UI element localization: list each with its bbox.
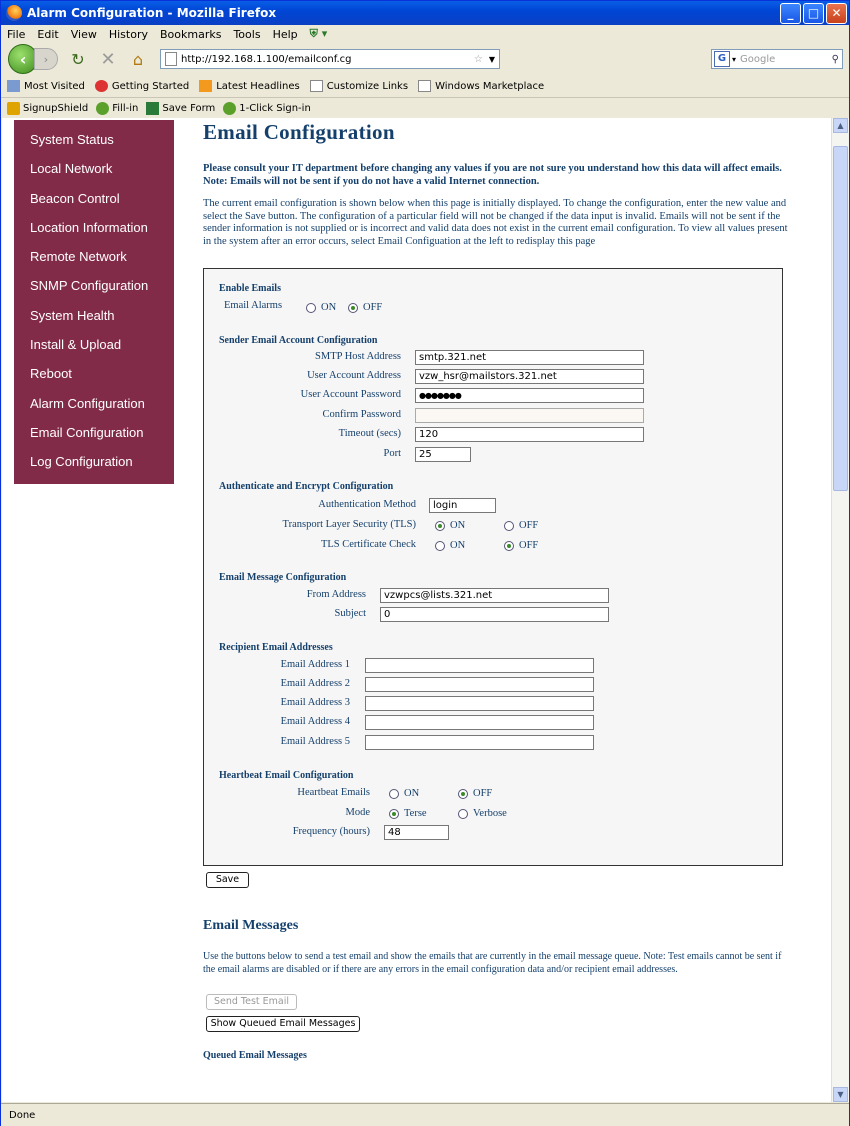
sidebar-item-snmp-configuration[interactable]: SNMP Configuration (30, 278, 149, 294)
auth-method-input[interactable]: login (429, 498, 496, 513)
email-alarms-label: Email Alarms (224, 300, 283, 311)
google-icon[interactable]: G (714, 51, 730, 67)
password-label: User Account Password (300, 389, 401, 400)
radio-circle (504, 521, 514, 531)
bookmark-getting-started[interactable] (95, 80, 189, 92)
bookmark-windows-marketplace[interactable] (418, 80, 544, 92)
toolbar-label: Save Form (162, 102, 216, 114)
search-box[interactable] (711, 49, 843, 69)
fill-in-button[interactable] (96, 102, 138, 115)
section-heading-sender: Sender Email Account Configuration (219, 335, 378, 346)
radio-label: ON (404, 788, 420, 799)
radio-circle (504, 541, 514, 551)
menu-file[interactable]: File (7, 27, 26, 41)
email-messages-heading: Email Messages (203, 918, 299, 933)
email-address-5-label: Email Address 5 (280, 736, 350, 747)
bookmark-label: Windows Marketplace (435, 80, 545, 92)
subject-label: Subject (334, 608, 366, 619)
menu-view[interactable]: View (70, 27, 97, 41)
page-icon (165, 52, 177, 66)
show-queued-messages-button[interactable]: Show Queued Email Messages (206, 1016, 360, 1032)
heartbeat-on-radio[interactable] (389, 788, 419, 799)
addon-toolbar (1, 97, 849, 118)
tls-label: Transport Layer Security (TLS) (282, 519, 416, 530)
sidebar-item-remote-network[interactable]: Remote Network (30, 249, 127, 265)
radio-label: Terse (404, 808, 427, 819)
sidebar-item-location-information[interactable]: Location Information (30, 219, 148, 235)
toolbar-label: SignupShield (23, 102, 89, 114)
status-bar (1, 1103, 849, 1126)
bookmark-label: Most Visited (24, 80, 85, 92)
bookmark-label: Latest Headlines (216, 80, 300, 92)
page-content (2, 118, 831, 1102)
queued-messages-heading: Queued Email Messages (203, 1050, 307, 1061)
tls-on-radio[interactable] (435, 520, 465, 531)
menu-history[interactable]: History (108, 27, 148, 41)
heartbeat-off-radio[interactable] (458, 788, 492, 799)
confirm-password-input[interactable] (415, 408, 644, 423)
forward-button[interactable]: › (34, 48, 58, 70)
hand-icon (96, 102, 109, 115)
status-text: Done (9, 1109, 36, 1121)
section-heading-auth: Authenticate and Encrypt Configuration (219, 481, 394, 492)
sidebar-item-email-configuration[interactable]: Email Configuration (30, 424, 144, 440)
mode-label: Mode (345, 807, 370, 818)
radio-label: ON (321, 302, 337, 313)
reload-icon[interactable]: ↻ (71, 49, 85, 69)
email-address-5-input[interactable] (365, 735, 594, 750)
navigation-toolbar (1, 43, 849, 75)
minimize-button[interactable]: _ (780, 3, 801, 24)
main-panel (203, 118, 803, 1061)
auth-method-label: Authentication Method (318, 499, 416, 510)
sidebar-item-system-health[interactable]: System Health (30, 307, 115, 323)
bookmarks-toolbar (1, 77, 849, 95)
radio-circle (458, 809, 468, 819)
email-messages-text: Use the buttons below to send a test email and show the emails that are currently in the email message queue. Note: Test emails cannot be sent if the email alarms are disabled or if there are any errors in the email configuration data and/or recipient email addresses. (203, 951, 782, 975)
radio-label: OFF (363, 302, 383, 313)
frequency-label: Frequency (hours) (292, 826, 370, 837)
star-icon[interactable]: ☆ (473, 53, 483, 65)
menu-bar (1, 25, 849, 43)
warning-text: Please consult your IT department before changing any values if you are not sure you understand how this data will affect emails. Note: Emails will not be sent if you do not have a valid Internet connection. (203, 163, 782, 187)
hand-icon (223, 102, 236, 115)
email-alarms-off-radio[interactable] (348, 302, 382, 313)
email-address-3-input[interactable] (365, 696, 594, 711)
page-title: Email Configuration (203, 120, 395, 144)
tls-cert-on-radio[interactable] (435, 540, 465, 551)
radio-label: Verbose (473, 808, 507, 819)
toolbar-label: Fill-in (112, 102, 139, 114)
scroll-thumb[interactable] (833, 146, 848, 491)
stop-icon[interactable]: ✕ (100, 48, 116, 70)
save-icon (146, 102, 159, 115)
firefox-icon (6, 5, 22, 21)
close-button[interactable]: ✕ (826, 3, 847, 24)
scroll-down-icon[interactable]: ▼ (833, 1087, 848, 1102)
intro-text: The current email configuration is shown below when this page is initially displayed. To change the configuration, enter the new value and select the Save button. The configuration of a particular field will not be changed if the data input is invalid. Emails will not be sent if the sender information is not supplied or is incorrect and valid data does not exist in the current email configuration. To view all values present in the system after an error occurs, select Email Configuation at the left to redisplay this page (203, 198, 788, 247)
send-test-email-button[interactable]: Send Test Email (206, 994, 297, 1010)
url-text[interactable]: http://192.168.1.100/emailconf.cg (181, 53, 352, 65)
email-config-form (203, 268, 783, 866)
heartbeat-emails-label: Heartbeat Emails (297, 787, 370, 798)
port-label: Port (383, 448, 401, 459)
shield-icon[interactable]: ⛨ ▾ (309, 27, 328, 40)
firefox-bookmark-icon (95, 80, 108, 92)
email-address-1-input[interactable] (365, 658, 594, 673)
one-click-sign-in-button[interactable] (223, 102, 311, 115)
sidebar-item-local-network[interactable]: Local Network (30, 161, 113, 177)
radio-label: OFF (519, 540, 539, 551)
subject-input[interactable]: 0 (380, 607, 609, 622)
vertical-scrollbar[interactable] (831, 118, 849, 1102)
radio-label: OFF (473, 788, 493, 799)
radio-circle (389, 809, 399, 819)
bookmark-label: Customize Links (326, 80, 409, 92)
timeout-label: Timeout (secs) (338, 428, 401, 439)
user-account-label: User Account Address (307, 370, 401, 381)
email-address-4-label: Email Address 4 (280, 716, 350, 727)
sidebar-item-log-configuration[interactable]: Log Configuration (30, 454, 133, 470)
bookmark-customize-links[interactable] (310, 80, 408, 92)
save-form-button[interactable] (146, 102, 215, 115)
smtp-host-label: SMTP Host Address (315, 351, 401, 362)
radio-circle (306, 303, 316, 313)
user-account-input[interactable]: vzw_hsr@mailstors.321.net (415, 369, 644, 384)
save-button[interactable]: Save (206, 872, 249, 888)
radio-circle (435, 521, 445, 531)
menu-tools[interactable]: Tools (233, 27, 261, 41)
smtp-host-input[interactable]: smtp.321.net (415, 350, 644, 365)
scroll-up-icon[interactable]: ▲ (833, 118, 848, 133)
url-dropdown-icon[interactable]: ▼ (488, 54, 495, 64)
home-icon[interactable]: ⌂ (132, 49, 144, 69)
search-input[interactable]: Google (740, 53, 776, 65)
radio-label: ON (450, 540, 466, 551)
sidebar-nav (14, 120, 174, 484)
section-heading-recipients: Recipient Email Addresses (219, 642, 333, 653)
confirm-password-label: Confirm Password (322, 409, 401, 420)
tls-cert-off-radio[interactable] (504, 540, 538, 551)
mode-verbose-radio[interactable] (458, 808, 507, 819)
sidebar-item-alarm-configuration[interactable]: Alarm Configuration (30, 395, 145, 411)
email-address-2-input[interactable] (365, 677, 594, 692)
maximize-button[interactable]: □ (803, 3, 824, 24)
radio-circle (458, 789, 468, 799)
bookmark-latest-headlines[interactable] (199, 80, 300, 92)
tls-cert-label: TLS Certificate Check (320, 539, 416, 550)
email-address-2-label: Email Address 2 (280, 678, 350, 689)
back-button[interactable]: ‹ (8, 44, 38, 74)
sidebar-item-reboot[interactable]: Reboot (30, 366, 72, 382)
from-address-label: From Address (306, 589, 366, 600)
sidebar-item-install-upload[interactable]: Install & Upload (30, 337, 122, 353)
radio-circle (389, 789, 399, 799)
bookmark-label: Getting Started (111, 80, 190, 92)
bookmark-most-visited[interactable] (7, 80, 85, 92)
menu-bookmarks[interactable]: Bookmarks (159, 27, 222, 41)
mode-terse-radio[interactable] (389, 808, 427, 819)
page-icon (418, 80, 431, 92)
signupshield-button[interactable] (7, 102, 88, 115)
radio-label: OFF (519, 520, 539, 531)
tls-off-radio[interactable] (504, 520, 538, 531)
search-icon[interactable]: ⚲ (831, 53, 839, 65)
toolbar-label: 1-Click Sign-in (239, 102, 311, 114)
page-icon (310, 80, 323, 92)
folder-icon (7, 80, 20, 92)
frequency-input[interactable]: 48 (384, 825, 449, 840)
email-address-3-label: Email Address 3 (280, 697, 350, 708)
radio-label: ON (450, 520, 466, 531)
from-address-input[interactable]: vzwpcs@lists.321.net (380, 588, 609, 603)
sidebar-item-system-status[interactable]: System Status (30, 132, 114, 147)
email-address-4-input[interactable] (365, 715, 594, 730)
section-heading-enable: Enable Emails (219, 283, 281, 294)
sidebar-item-beacon-control[interactable]: Beacon Control (30, 190, 120, 206)
rss-icon (199, 80, 212, 92)
password-input[interactable]: ●●●●●●● (415, 388, 644, 403)
email-address-1-label: Email Address 1 (280, 659, 350, 670)
title-bar (1, 1, 849, 25)
url-bar[interactable] (160, 49, 500, 69)
email-alarms-on-radio[interactable] (306, 302, 336, 313)
radio-circle (435, 541, 445, 551)
timeout-input[interactable]: 120 (415, 427, 644, 442)
radio-circle (348, 303, 358, 313)
search-engine-dropdown-icon[interactable]: ▾ (732, 54, 737, 64)
menu-edit[interactable]: Edit (37, 27, 59, 41)
shield-icon (7, 102, 20, 115)
section-heading-message: Email Message Configuration (219, 572, 347, 583)
window-title: Alarm Configuration - Mozilla Firefox (27, 6, 277, 20)
menu-help[interactable]: Help (272, 27, 298, 41)
section-heading-heartbeat: Heartbeat Email Configuration (219, 770, 354, 781)
port-input[interactable]: 25 (415, 447, 471, 462)
